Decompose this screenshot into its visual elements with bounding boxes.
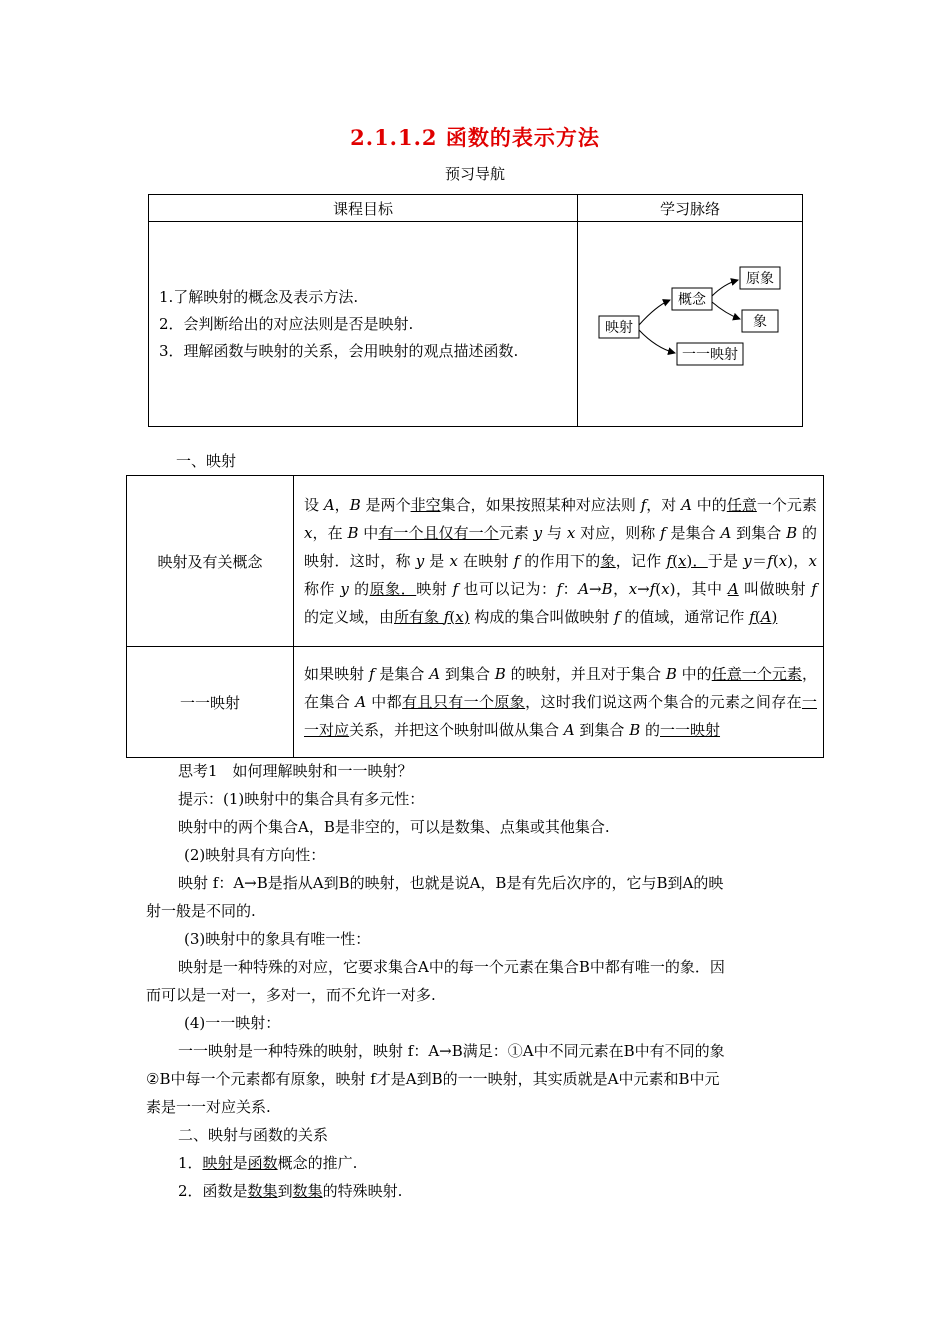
- mapping-concept-text: 设 A，B 是两个非空集合，如果按照某种对应法则 f，对 A 中的任意一个元素 x，在 B 中有一个且仅有一个元素 y 与 x 对应，则称 f 是集合 A 到集合 B 的映射．这时，称 y 是 x 在映射 f 的作用下的象，记作 f(x)．于是 y＝f(x)，x 称作 y 的原象．映射 f 也可以记为：f：A→B，x→f(x)，其中 A 叫做映射 f 的定义域，由所有象 f(x) 构成的集合叫做映射 f 的值域，通常记作 f(A): [294, 476, 824, 647]
- concept-map-diagram: [578, 222, 802, 422]
- arrow-to-concept: [639, 300, 670, 325]
- node-image-label: 象: [753, 314, 767, 330]
- context-diagram-cell: [578, 222, 803, 427]
- goal-item: 1.了解映射的概念及表示方法.: [159, 287, 359, 306]
- section-heading-mapping: 一、映射: [176, 452, 237, 470]
- section-heading-relation: 二、映射与函数的关系: [178, 1126, 329, 1144]
- hint-8c: 素是一一对应关系.: [146, 1098, 271, 1116]
- relation-item-2: 2．函数是数集到数集的特殊映射.: [178, 1182, 403, 1200]
- node-one-to-one-label: 一一映射: [682, 347, 738, 363]
- hint-7: (4)一一映射：: [184, 1014, 281, 1032]
- arrow-to-preimage: [712, 280, 738, 296]
- hint-3: (2)映射具有方向性：: [184, 846, 326, 864]
- hint-5: (3)映射中的象具有唯一性：: [184, 930, 371, 948]
- goal-item: 2．会判断给出的对应法则是否是映射.: [159, 314, 414, 333]
- think-question: 思考1 如何理解映射和一一映射？: [178, 762, 413, 780]
- goals-cell: [149, 222, 578, 427]
- arrow-to-image: [712, 302, 740, 319]
- hint-1: 提示：(1)映射中的集合具有多元性：: [178, 790, 425, 808]
- think-section: [146, 757, 808, 1205]
- node-concept-label: 概念: [678, 292, 706, 308]
- hint-6a: 映射是一种特殊的对应，它要求集合A中的每一个元素在集合B中都有唯一的象．因: [178, 958, 725, 976]
- mapping-table: [126, 475, 824, 758]
- goals-header: 课程目标: [149, 195, 578, 222]
- hint-4a: 映射 f：A→B是指从A到B的映射，也就是说A，B是有先后次序的，它与B到A的映: [178, 874, 724, 892]
- hint-4b: 射一般是不同的.: [146, 902, 256, 920]
- arrow-to-one-to-one: [639, 330, 675, 353]
- context-header: 学习脉络: [578, 195, 803, 222]
- goal-item: 3．理解函数与映射的关系，会用映射的观点描述函数.: [159, 341, 519, 360]
- one-to-one-text: 如果映射 f 是集合 A 到集合 B 的映射，并且对于集合 B 中的任意一个元素，在集合 A 中都有且只有一个原象，这时我们说这两个集合的元素之间存在一一对应关系，并把这个映射叫做从集合 A 到集合 B 的一一映射: [294, 647, 824, 758]
- goals-table: [148, 194, 803, 427]
- hint-6b: 而可以是一对一，多对一，而不允许一对多.: [146, 986, 436, 1004]
- one-to-one-label: 一一映射: [127, 647, 294, 758]
- page-subtitle: 预习导航: [444, 165, 505, 183]
- relation-item-1: 1．映射是函数概念的推广.: [178, 1154, 358, 1172]
- node-mapping-label: 映射: [605, 320, 633, 336]
- hint-8b: ②B中每一个元素都有原象，映射 f才是A到B的一一映射，其实质就是A中元素和B中元: [146, 1070, 720, 1088]
- hint-8a: 一一映射是一种特殊的映射，映射 f：A→B满足：①A中不同元素在B中有不同的象: [178, 1042, 725, 1060]
- hint-2: 映射中的两个集合A，B是非空的，可以是数集、点集或其他集合.: [178, 818, 610, 836]
- page-title: 2.1.1.2 函数的表示方法: [350, 125, 600, 150]
- mapping-concept-label: 映射及有关概念: [127, 476, 294, 647]
- node-preimage-label: 原象: [746, 271, 774, 287]
